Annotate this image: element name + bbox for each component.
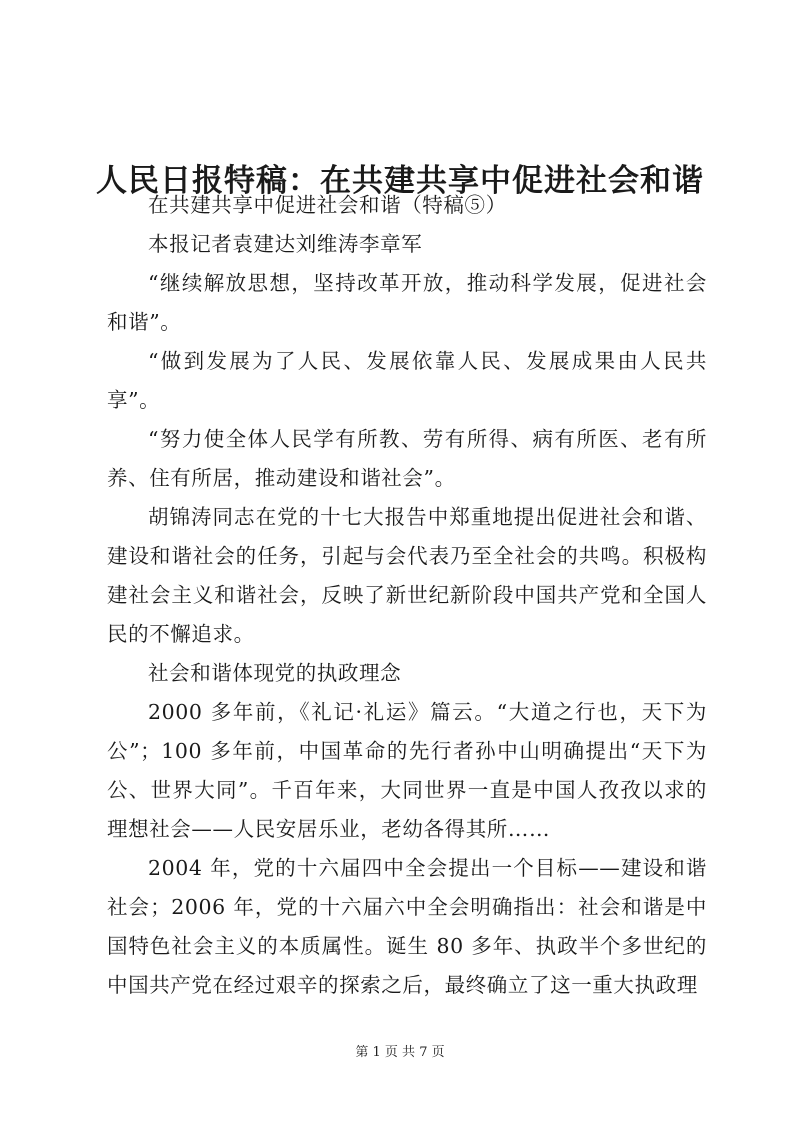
quote-paragraph: “做到发展为了人民、发展依靠人民、发展成果由人民共享”。: [107, 349, 707, 412]
page-number-footer: 第 1 页 共 7 页: [355, 1045, 445, 1060]
body-paragraph: 2004 年，党的十六届四中全会提出一个目标——建设和谐社会；2006 年，党的十六届六中全会明确指出：社会和谐是中国特色社会主义的本质属性。诞生 80 多年、执政半个多世纪的中国共产党在经过艰辛的探索之后，最终确立了这一重大执政理: [107, 856, 707, 997]
section-heading: 社会和谐体现党的执政理念: [148, 661, 402, 685]
body-paragraph: 胡锦涛同志在党的十七大报告中郑重地提出促进社会和谐、建设和谐社会的任务，引起与会代表乃至全社会的共鸣。积极构建社会主义和谐社会，反映了新世纪新阶段中国共产党和全国人民的不懈追求。: [107, 505, 707, 646]
subtitle-paragraph: 在共建共享中促进社会和谐（特稿⑤）: [148, 193, 507, 217]
byline-paragraph: 本报记者袁建达刘维涛李章军: [148, 232, 423, 256]
body-paragraph: 2000 多年前，《礼记·礼运》篇云。“大道之行也，天下为公”；100 多年前，中国革命的先行者孙中山明确提出“天下为公、世界大同”。千百年来，大同世界一直是中国人孜孜以求的理想社会——人民安居乐业，老幼各得其所……: [107, 700, 707, 841]
quote-paragraph: “继续解放思想，坚持改革开放，推动科学发展，促进社会和谐”。: [107, 271, 707, 334]
quote-paragraph: “努力使全体人民学有所教、劳有所得、病有所医、老有所养、住有所居，推动建设和谐社会”。: [107, 427, 707, 490]
document-body: [107, 186, 707, 1005]
document-title: 人民日报特稿：在共建共享中促进社会和谐: [96, 162, 704, 199]
